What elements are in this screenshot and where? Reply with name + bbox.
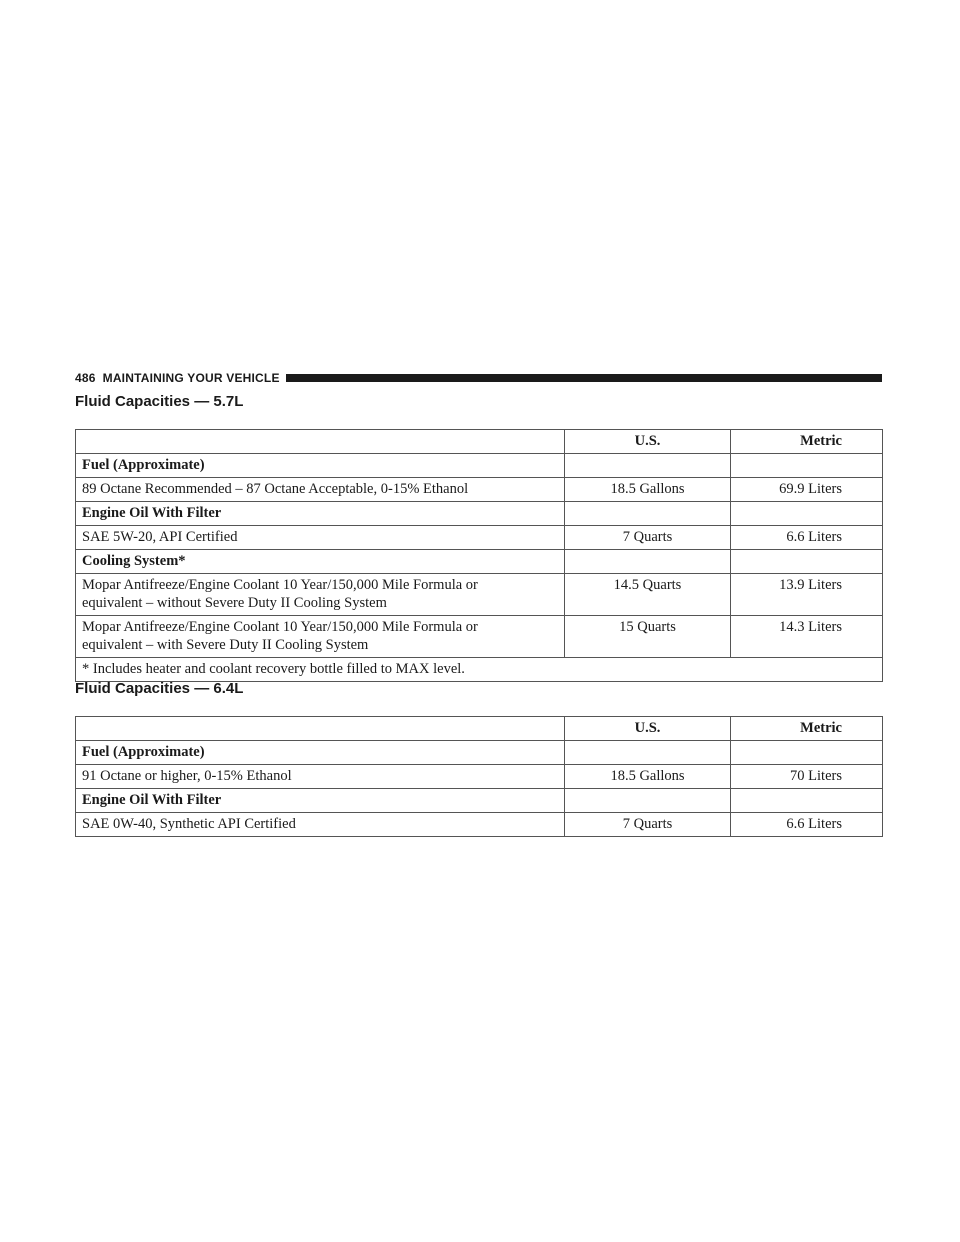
fluid-capacities-5-7l-table — [75, 429, 883, 682]
row-label-line: equivalent – without Severe Duty II Cooling System — [82, 595, 387, 611]
table-title-6-4l: Fluid Capacities — 6.4L — [75, 680, 244, 697]
row-label: SAE 5W-20, API Certified — [76, 526, 565, 550]
row-metric: 6.6 Liters — [731, 813, 883, 837]
section-title: MAINTAINING YOUR VEHICLE — [102, 371, 280, 385]
row-us — [565, 502, 731, 526]
row-metric — [731, 741, 883, 765]
row-us — [565, 550, 731, 574]
row-us: 14.5 Quarts — [565, 574, 731, 616]
table-title-5-7l: Fluid Capacities — 5.7L — [75, 393, 244, 410]
row-label-line: Mopar Antifreeze/Engine Coolant 10 Year/150,000 Mile Formula or — [82, 619, 478, 635]
fluid-capacities-6-4l-table — [75, 716, 883, 837]
row-us: 18.5 Gallons — [565, 765, 731, 789]
table-row — [76, 765, 883, 789]
table-row — [76, 502, 883, 526]
row-label — [76, 616, 565, 658]
row-us — [565, 454, 731, 478]
table-header-row — [76, 717, 883, 741]
table-header-row — [76, 430, 883, 454]
row-label: Fuel (Approximate) — [76, 454, 565, 478]
row-us: 18.5 Gallons — [565, 478, 731, 502]
row-metric — [731, 502, 883, 526]
header-cell-metric: Metric — [731, 717, 883, 741]
row-us: 7 Quarts — [565, 813, 731, 837]
row-metric: 70 Liters — [731, 765, 883, 789]
header-cell-blank — [76, 430, 565, 454]
page-header — [75, 370, 882, 386]
header-cell-us: U.S. — [565, 430, 731, 454]
row-label-line: equivalent – with Severe Duty II Cooling System — [82, 637, 369, 653]
header-rule — [286, 374, 882, 382]
row-label: Engine Oil With Filter — [76, 789, 565, 813]
header-cell-us: U.S. — [565, 717, 731, 741]
row-label: Engine Oil With Filter — [76, 502, 565, 526]
row-metric: 69.9 Liters — [731, 478, 883, 502]
row-label — [76, 574, 565, 616]
row-label: 91 Octane or higher, 0-15% Ethanol — [76, 765, 565, 789]
row-us: 15 Quarts — [565, 616, 731, 658]
table-row — [76, 813, 883, 837]
row-metric: 6.6 Liters — [731, 526, 883, 550]
row-label: Fuel (Approximate) — [76, 741, 565, 765]
row-metric — [731, 789, 883, 813]
table-row — [76, 574, 883, 616]
row-us — [565, 789, 731, 813]
row-metric: 13.9 Liters — [731, 574, 883, 616]
row-label: Cooling System* — [76, 550, 565, 574]
table-row — [76, 526, 883, 550]
row-metric — [731, 550, 883, 574]
row-us — [565, 741, 731, 765]
table-footnote-row — [76, 658, 883, 682]
header-cell-blank — [76, 717, 565, 741]
table-row — [76, 616, 883, 658]
table-row — [76, 454, 883, 478]
header-cell-metric: Metric — [731, 430, 883, 454]
row-metric — [731, 454, 883, 478]
table-row — [76, 741, 883, 765]
row-label: SAE 0W-40, Synthetic API Certified — [76, 813, 565, 837]
row-label: 89 Octane Recommended – 87 Octane Acceptable, 0-15% Ethanol — [76, 478, 565, 502]
row-label-line: Mopar Antifreeze/Engine Coolant 10 Year/150,000 Mile Formula or — [82, 577, 478, 593]
table-row — [76, 550, 883, 574]
page-number: 486 — [75, 371, 96, 385]
table-row — [76, 478, 883, 502]
row-us: 7 Quarts — [565, 526, 731, 550]
row-metric: 14.3 Liters — [731, 616, 883, 658]
table-footnote: * Includes heater and coolant recovery bottle filled to MAX level. — [76, 658, 883, 682]
table-row — [76, 789, 883, 813]
